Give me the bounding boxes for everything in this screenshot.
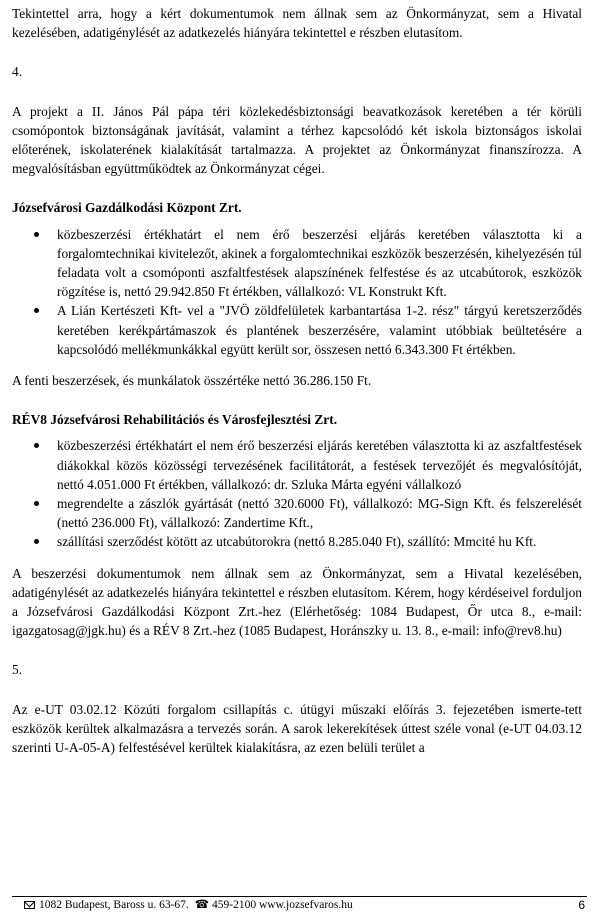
rev8-procurement-list	[12, 436, 582, 551]
bullet-icon	[34, 501, 39, 506]
bullet-icon	[34, 232, 39, 237]
document-page	[12, 4, 582, 757]
list-item	[12, 494, 582, 532]
list-item	[12, 301, 582, 359]
list-item	[12, 532, 582, 551]
footer-website[interactable]: www.jozsefvaros.hu	[258, 899, 353, 911]
heading-rev8: RÉV8 Józsefvárosi Rehabilitációs és Városfejlesztési Zrt.	[12, 412, 338, 428]
paragraph-total: A fenti beszerzések, és munkálatok összértéke nettó 36.286.150 Ft.	[12, 373, 372, 389]
footer-phone: 459-2100	[212, 899, 257, 911]
envelope-icon	[24, 901, 35, 909]
list-item	[12, 225, 582, 302]
section-number-5: 5.	[12, 662, 23, 678]
bullet-icon	[34, 539, 39, 544]
paragraph-project: A projekt a II. János Pál pápa téri közlekedésbiztonsági beavatkozások keretében a tér körüli csomópontok biztonságának javítását, valamint a térhez kapcsolódó két iskola biztonságos iskolai előterének, iskolaterének kialakítását tartalmazza. A projektet az Önkormányzat finanszírozza. A megvalósításban együttműködtek az Önkormányzat cégei.	[12, 103, 582, 177]
list-item	[12, 436, 582, 494]
list-item-text: megrendelte a zászlók gyártását (nettó 320.6000 Ft), vállalkozó: MG-Sign Kft. és felszerelését (nettó 236.000 Ft), vállalkozó: Zandertime Kft.,	[57, 496, 582, 531]
list-item-text: A Lián Kertészeti Kft- vel a "JVÖ zöldfelületek karbantartása 1-2. rész" tárgyú keretszerződés keretében kerékpártámaszok és plantének beszerzésére, valamint utóbbiak beültetésére a kapcsolódó mellékmunkákkal együtt került sor, összesen nettó 6.343.300 Ft értékben.	[57, 303, 582, 357]
page-number: 6	[578, 898, 585, 912]
jgk-procurement-list	[12, 225, 582, 359]
page-footer	[12, 896, 587, 917]
list-item-text: közbeszerzési értékhatárt el nem érő beszerzési eljárás keretében választotta ki a forgalomtechnikai kivitelezőt, akinek a forgalomtechnikai eszközök beszerzésén, kihelyezésén túl feladata volt a csomóponti aszfaltfestések alapszínének felfestése és az utcabútorok, eszközök rögzítése is, nettó 29.942.850 Ft értékben, vállalkozó: VL Konstrukt Kft.	[57, 226, 582, 300]
bullet-icon	[34, 443, 39, 448]
list-item-text: szállítási szerződést kötött az utcabútorokra (nettó 8.285.040 Ft), szállító: Mmcité hu Kft.	[57, 534, 537, 550]
bullet-icon	[34, 308, 39, 313]
heading-jgk: Józsefvárosi Gazdálkodási Központ Zrt.	[12, 200, 242, 216]
paragraph-rejection: A beszerzési dokumentumok nem állnak sem az Önkormányzat, sem a Hivatal kezelésében, adatigénylését az adatkezelés hiányára tekintettel e részben elutasítom. Kérem, hogy kérdéseivel forduljon a Józsefvárosi Gazdálkodási Központ Zrt.-hez (Elérhetőség: 1084 Budapest, Őr utca 8., e-mail: igazgatosag@jgk.hu) és a RÉV 8 Zrt.-hez (1085 Budapest, Horánszky u. 13. 8., e-mail: info@rev8.hu)	[12, 565, 582, 639]
paragraph-traffic-calming: Az e-UT 03.02.12 Közúti forgalom csillapítás c. útügyi műszaki előírás 3. fejezetében ismerte-tett eszközök kerültek alkalmazásra a tervezés során. A sarok lekerekítések úttest széle vonal (e-UT 04.03.12 szerinti U-A-05-A) felfestésével kerültek kialakításra, az ezen belüli terület a	[12, 701, 582, 756]
footer-contact	[24, 898, 353, 913]
footer-address: 1082 Budapest, Baross u. 63-67.	[39, 899, 189, 911]
section-number-4: 4.	[12, 64, 23, 80]
paragraph-intro: Tekintettel arra, hogy a kért dokumentumok nem állnak sem az Önkormányzat, sem a Hivatal kezelésében, adatigénylését az adatkezelés hiányára tekintettel e részben elutasítom.	[12, 6, 582, 41]
list-item-text: közbeszerzési értékhatárt el nem érő beszerzési eljárás keretében választotta ki az aszfaltfestések diákokkal közös közösségi tervezésének facilitátorát, a festések tervezőjét és megvalósítóját, nettó 4.051.000 Ft értékben, vállalkozó: dr. Szluka Márta egyéni vállalkozó	[57, 438, 582, 492]
phone-icon: ☎	[194, 899, 210, 911]
